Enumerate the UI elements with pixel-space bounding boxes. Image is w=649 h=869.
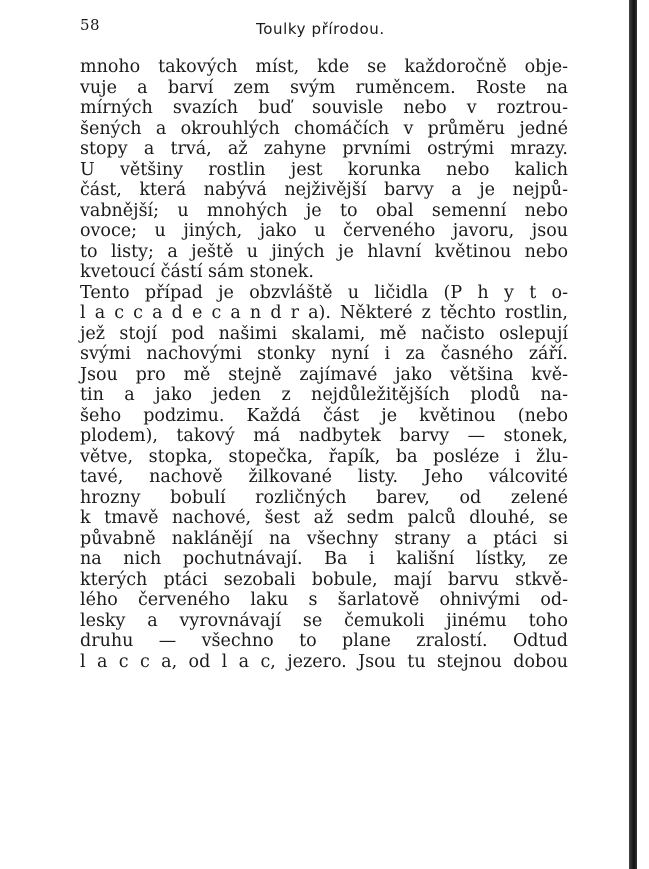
body-text <box>80 57 568 672</box>
text-line: mnoho takových míst, kde se každoročně obje- <box>80 57 568 77</box>
text-line: U většiny rostlin jest korunka nebo kalich <box>80 159 568 180</box>
text-line: na nich pochutnávají. Ba i kališní lístky, ze <box>80 549 568 569</box>
text-line: vuje a barví zem svým ruměncem. Roste na <box>80 77 568 98</box>
text-line: kterých ptáci sezobali bobule, mají barvu stkvě- <box>80 569 568 590</box>
text-line: tin a jako jeden z nejdůležitějších plodů na- <box>80 385 568 405</box>
text-line: šených a okrouhlých chomáčích v průměru jedné <box>80 118 568 139</box>
text-line: kvetoucí částí sám stonek. <box>80 262 314 282</box>
text-line: hrozny bobulí rozličných barev, od zelené <box>80 487 568 508</box>
text-line: půvabně naklánějí na všechny strany a ptáci si <box>80 528 568 549</box>
text-line: svými nachovými stonky nyní i za časného září. <box>80 344 568 364</box>
running-title: Toulky přírodou. <box>256 20 385 38</box>
text-line: část, která nabývá nejživější barvy a je nejpů- <box>80 180 568 200</box>
text-line: lého červeného laku s šarlatově ohnivými od- <box>80 590 568 610</box>
text-line: stopy a trvá, až zahyne prvními ostrými mrazy. <box>80 139 568 159</box>
text-line: šeho podzimu. Každá část je květinou (nebo <box>80 405 568 426</box>
text-line: k tmavě nachové, šest až sedm palců dlouhé, se <box>80 508 568 528</box>
text-line: plodem), takový má nadbytek barvy — stonek, <box>80 426 568 446</box>
text-line: Jsou pro mě stejně zajímavé jako většina kvě- <box>80 364 568 385</box>
text-line: tavé, nachově žilkované listy. Jeho válcovité <box>80 467 568 487</box>
text-line: Tento případ je obzvláště u ličidla (P h y t o- <box>80 282 568 303</box>
text-line: mírných svazích buď souvisle nebo v roztrou- <box>80 98 568 118</box>
text-line: l a c c a, od l a c, jezero. Jsou tu stejnou dobou <box>80 651 568 672</box>
text-line: větve, stopka, stopečka, řapík, ba posléze i žlu- <box>80 446 568 467</box>
text-line: l a c c a d e c a n d r a). Některé z těchto rostlin, <box>80 303 568 323</box>
page-number: 58 <box>80 16 101 34</box>
text-line: jež stojí pod našimi skalami, mě načisto oslepují <box>80 323 568 344</box>
page-edge-shadow <box>629 0 637 869</box>
text-line: lesky a vyrovnávají se čemukoli jinému toho <box>80 610 568 631</box>
text-line: ovoce; u jiných, jako u červeného javoru, jsou <box>80 221 568 241</box>
text-line: druhu — všechno to plane zralostí. Odtud <box>80 631 568 651</box>
text-line: to listy; a ještě u jiných je hlavní květinou nebo <box>80 241 568 262</box>
text-line: vabnější; u mnohých je to obal semenní nebo <box>80 200 568 221</box>
